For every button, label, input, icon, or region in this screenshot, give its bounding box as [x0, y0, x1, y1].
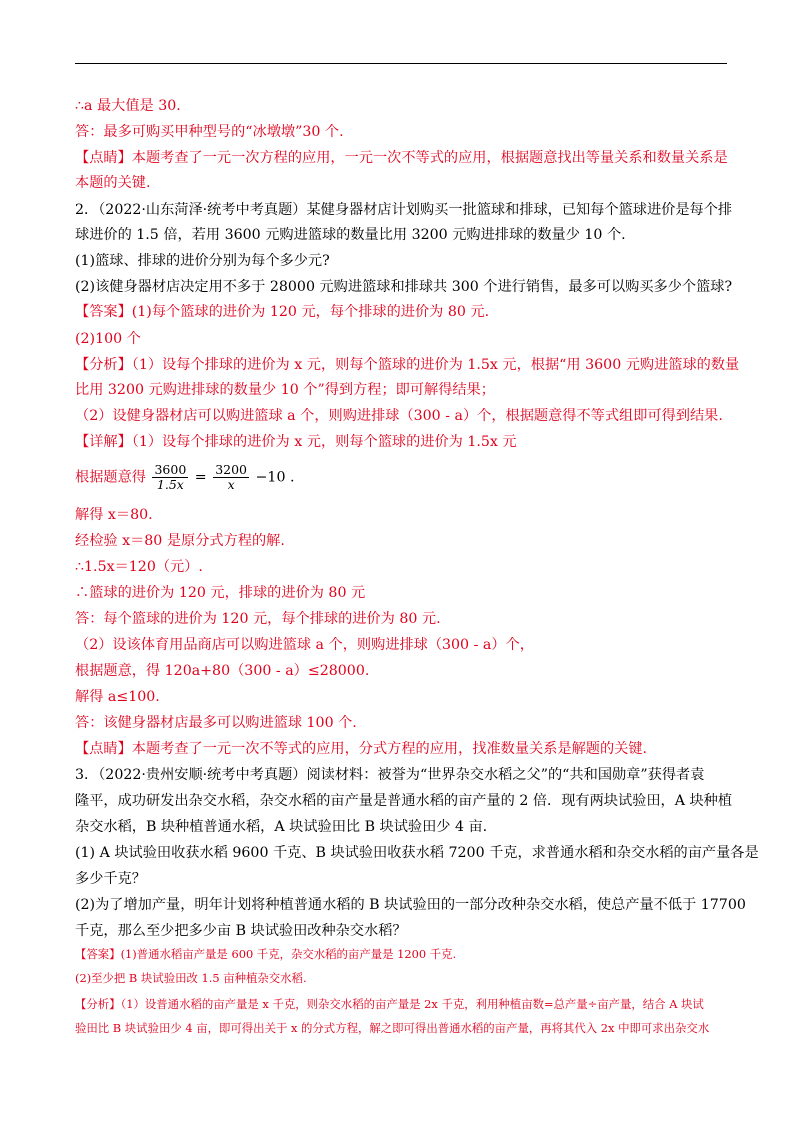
text-line: 答：该健身器材店最多可以购进篮球 100 个.: [75, 715, 357, 731]
question-2-part1: (1)篮球、排球的进价分别为每个多少元?: [75, 253, 330, 269]
question-2-line: 2．（2022·山东菏泽·统考中考真题）某健身器材店计划购买一批篮球和排球，已知每个篮球进价是每个排: [75, 202, 733, 218]
question-3-line: 隆平，成功研发出杂交水稻，杂交水稻的亩产量是普通水稻的亩产量的 2 倍．现有两块试验田，A 块种植: [75, 793, 733, 809]
text-line: 答：每个篮球的进价为 120 元，每个排球的进价为 80 元.: [75, 611, 441, 627]
equals-sign: =: [194, 469, 207, 486]
answer-line: (2)100 个: [75, 331, 141, 347]
analysis-line: 【分析】（1）设每个排球的进价为 x 元，则每个篮球的进价为 1.5x 元，根据“用 3600 元购进篮球的数量: [75, 357, 740, 373]
fraction-2-denominator: x: [227, 477, 235, 492]
question-3-line: 3．（2022·贵州安顺·统考中考真题）阅读材料：被誉为“世界杂交水稻之父”的“共和国勋章”获得者袁: [75, 767, 705, 783]
text-line: ∴1.5x＝120（元）.: [75, 559, 203, 575]
text-line: 答：最多可购买甲种型号的“冰墩墩”30 个.: [75, 124, 344, 140]
text-line: 解得 x＝80.: [75, 507, 153, 523]
text-line: 本题的关键.: [75, 175, 151, 191]
question-3-part2: (2)为了增加产量，明年计划将种植普通水稻的 B 块试验田的一部分改种杂交水稻，使总产量不低于 17700: [75, 897, 746, 913]
question-3-part2: 千克，那么至少把多少亩 B 块试验田改种杂交水稻？: [75, 923, 407, 939]
text-line: 根据题意，得 120a+80（300 - a）≤28000.: [75, 663, 370, 679]
analysis-line: 比用 3200 元购进排球的数量少 10 个”得到方程；即可解得结果；: [75, 382, 495, 398]
text-line: 经检验 x＝80 是原分式方程的解.: [75, 533, 285, 549]
question-2-part2: (2)该健身器材店决定用不多于 28000 元购进篮球和排球共 300 个进行销售，最多可以购买多少个篮球?: [75, 279, 733, 295]
detail-line: 【详解】（1）设每个排球的进价为 x 元，则每个篮球的进价为 1.5x 元: [75, 434, 517, 450]
fraction-2: [213, 463, 249, 492]
equation-line: [75, 463, 295, 492]
text-line: ∴a 最大值是 30.: [75, 98, 181, 114]
analysis-line: 验田比 B 块试验田少 4 亩，即可得出关于 x 的分式方程，解之即可得出普通水稻的亩产量，再将其代入 2x 中即可求出杂交水: [75, 1021, 710, 1035]
fraction-1: [152, 463, 188, 492]
equation-prefix: 根据题意得: [75, 469, 146, 486]
fraction-1-denominator: 1.5x: [156, 477, 184, 492]
question-2-line: 球进价的 1.5 倍，若用 3600 元购进篮球的数量比用 3200 元购进排球的数量少 10 个.: [75, 227, 626, 243]
text-line: 解得 a≤100.: [75, 689, 160, 705]
answer-line: 【答案】(1)每个篮球的进价为 120 元，每个排球的进价为 80 元.: [75, 304, 490, 320]
question-3-part1: 多少千克？: [75, 871, 146, 887]
fraction-1-numerator: 3600: [154, 462, 187, 477]
text-line: （2）设该体育用品商店可以购进篮球 a 个，则购进排球（300 - a）个，: [75, 637, 534, 653]
answer-line: (2)至少把 B 块试验田改 1.5 亩种植杂交水稻.: [75, 971, 307, 985]
question-3-part1: (1) A 块试验田收获水稻 9600 千克、B 块试验田收获水稻 7200 千克，求普通水稻和杂交水稻的亩产量各是: [75, 845, 759, 861]
answer-line: 【答案】(1)普通水稻亩产量是 600 千克，杂交水稻的亩产量是 1200 千克.: [75, 947, 457, 961]
header-rule: [75, 63, 727, 64]
text-line: 【点睛】本题考查了一元一次方程的应用，一元一次不等式的应用，根据题意找出等量关系和数量关系是: [75, 150, 728, 166]
equation-tail: −10 .: [255, 469, 295, 486]
question-3-line: 杂交水稻，B 块种植普通水稻，A 块试验田比 B 块试验田少 4 亩.: [75, 819, 488, 835]
text-line: 【点睛】本题考查了一元一次不等式的应用，分式方程的应用，找准数量关系是解题的关键.: [75, 741, 648, 757]
fraction-2-numerator: 3200: [215, 462, 248, 477]
analysis-line: （2）设健身器材店可以购进篮球 a 个，则购进排球（300 - a）个，根据题意得不等式组即可得到结果.: [75, 408, 723, 424]
text-line: ∴篮球的进价为 120 元，排球的进价为 80 元: [75, 585, 366, 601]
analysis-line: 【分析】（1）设普通水稻的亩产量是 x 千克，则杂交水稻的亩产量是 2x 千克，利用种植亩数=总产量÷亩产量，结合 A 块试: [75, 997, 704, 1011]
